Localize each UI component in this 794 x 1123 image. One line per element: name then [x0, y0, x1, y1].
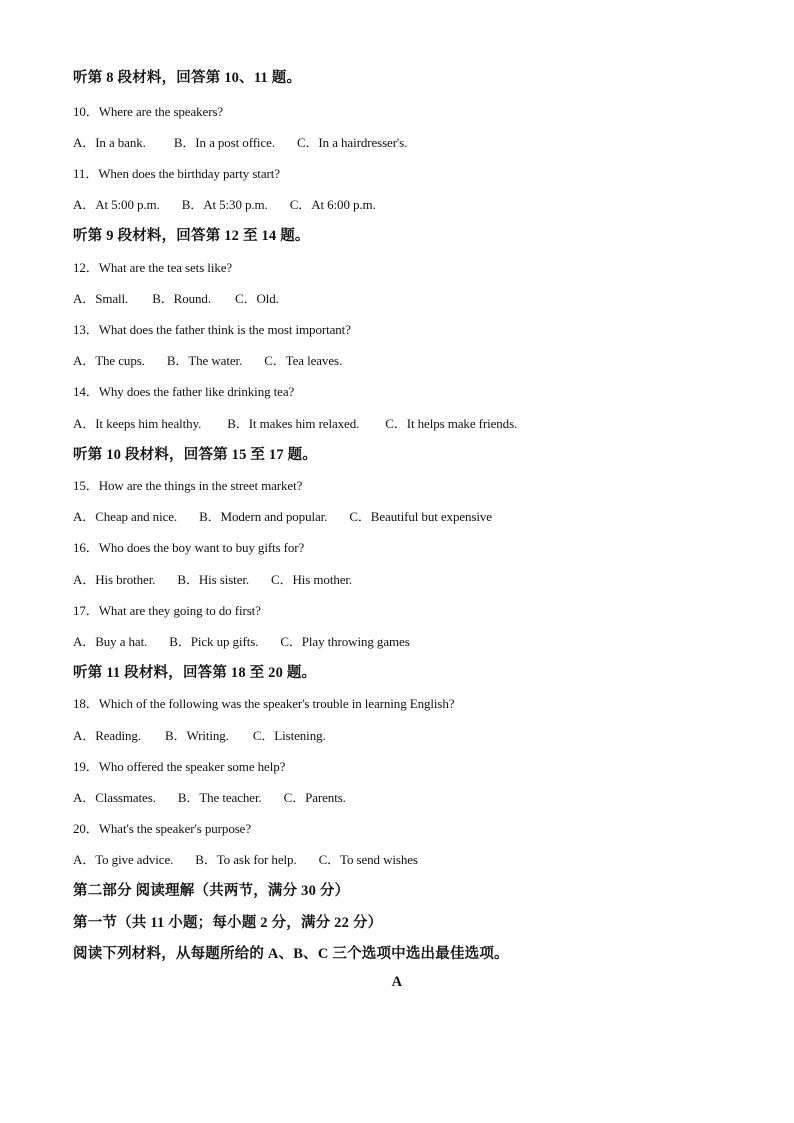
question-14: 14．Why does the father like drinking tea?	[73, 384, 295, 399]
option-b: B．His sister.	[177, 572, 250, 587]
question-19: 19．Who offered the speaker some help?	[73, 759, 286, 774]
options-row	[73, 849, 418, 868]
question-12: 12．What are the tea sets like?	[73, 260, 233, 275]
options-row	[73, 506, 492, 525]
option-c: C．Play throwing games	[280, 634, 410, 649]
options-row	[73, 413, 517, 432]
option-b: B．Pick up gifts.	[169, 634, 259, 649]
option-c: C．Old.	[234, 291, 279, 306]
option-b: B．Modern and popular.	[199, 509, 328, 524]
question-16: 16．Who does the boy want to buy gifts for?	[73, 540, 305, 555]
options-row	[73, 787, 346, 806]
option-a: A．In a bank.	[73, 135, 146, 150]
option-a: A．His brother.	[73, 572, 156, 587]
question-17: 17．What are they going to do first?	[73, 603, 261, 618]
option-b: B．In a post office.	[173, 135, 275, 150]
option-b: B．Writing.	[164, 728, 229, 743]
question-15: 15．How are the things in the street market?	[73, 478, 303, 493]
question-20: 20．What's the speaker's purpose?	[73, 821, 252, 836]
options-row	[73, 631, 410, 650]
option-b: B．To ask for help.	[195, 852, 297, 867]
option-b: B．The water.	[166, 353, 243, 368]
option-b: B．It makes him relaxed.	[227, 416, 360, 431]
options-row	[73, 350, 342, 369]
option-c: C．Listening.	[252, 728, 326, 743]
option-b: B．The teacher.	[177, 790, 262, 805]
option-a: A．Buy a hat.	[73, 634, 148, 649]
question-10: 10．Where are the speakers?	[73, 104, 224, 119]
section-heading: 听第 11 段材料，回答第 18 至 20 题。	[73, 665, 317, 681]
section-heading: 第一节（共 11 小题；每小题 2 分，满分 22 分）	[73, 915, 383, 931]
section-heading: 听第 10 段材料，回答第 15 至 17 题。	[73, 447, 318, 463]
option-b: B．Round.	[152, 291, 211, 306]
option-b: B．At 5:30 p.m.	[181, 197, 268, 212]
option-c: C．His mother.	[271, 572, 353, 587]
option-a: A．The cups.	[73, 353, 145, 368]
passage-label: A	[391, 974, 403, 990]
question-13: 13．What does the father think is the most important?	[73, 322, 351, 337]
option-a: A．It keeps him healthy.	[73, 416, 202, 431]
options-row	[73, 569, 352, 588]
question-18: 18．Which of the following was the speaker's trouble in learning English?	[73, 696, 455, 711]
option-c: C．In a hairdresser's.	[296, 135, 408, 150]
option-c: C．Tea leaves.	[264, 353, 343, 368]
option-c: C．Beautiful but expensive	[349, 509, 492, 524]
option-a: A．Reading.	[73, 728, 141, 743]
options-row	[73, 132, 407, 151]
options-row	[73, 194, 376, 213]
options-row	[73, 725, 326, 744]
section-heading: 听第 9 段材料，回答第 12 至 14 题。	[73, 228, 310, 244]
option-a: A．Small.	[73, 291, 129, 306]
option-c: C．At 6:00 p.m.	[289, 197, 376, 212]
option-c: C．It helps make friends.	[385, 416, 518, 431]
option-a: A．At 5:00 p.m.	[73, 197, 160, 212]
section-heading: 听第 8 段材料，回答第 10、11 题。	[73, 70, 302, 86]
options-row	[73, 288, 279, 307]
option-a: A．Cheap and nice.	[73, 509, 178, 524]
part-heading: 第二部分 阅读理解（共两节，满分 30 分）	[73, 883, 350, 899]
option-c: C．Parents.	[283, 790, 346, 805]
option-a: A．To give advice.	[73, 852, 174, 867]
option-a: A．Classmates.	[73, 790, 156, 805]
option-c: C．To send wishes	[318, 852, 418, 867]
question-11: 11．When does the birthday party start?	[73, 166, 280, 181]
instruction: 阅读下列材料，从每题所给的 A、B、C 三个选项中选出最佳选项。	[73, 946, 509, 962]
